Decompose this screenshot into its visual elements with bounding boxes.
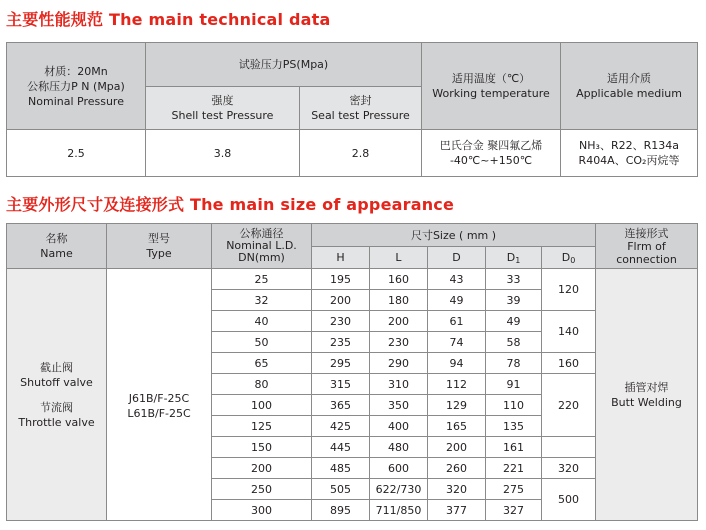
- d1-cell: 91: [486, 374, 542, 395]
- nominal-pressure-cn: 公称压力P N (Mpa): [27, 79, 125, 93]
- section-title-size-appearance: 主要外形尺寸及连接形式 The main size of appearance: [6, 195, 455, 214]
- d1-cell: 221: [486, 458, 542, 479]
- d-cell: 94: [428, 353, 486, 374]
- dn-cell: 65: [212, 353, 312, 374]
- valve-type-cell: [107, 269, 212, 521]
- d0-cell: 160: [542, 353, 596, 374]
- dn-cell: 125: [212, 416, 312, 437]
- name-header: [7, 224, 107, 269]
- medium-line2: R404A、CO₂丙烷等: [578, 154, 680, 167]
- conn-en1: Flrm of: [627, 239, 666, 253]
- d0-cell: 220: [542, 374, 596, 437]
- l-cell: 230: [370, 332, 428, 353]
- table-row: [7, 269, 698, 290]
- dn-cell: 250: [212, 479, 312, 500]
- d-cell: 43: [428, 269, 486, 290]
- d1-cell: 78: [486, 353, 542, 374]
- dn-cell: 50: [212, 332, 312, 353]
- dn-cell: 100: [212, 395, 312, 416]
- d1-cell: 327: [486, 500, 542, 521]
- shutoff-en: Shutoff valve: [20, 375, 93, 389]
- seal-en: Seal test Pressure: [311, 109, 410, 122]
- h-cell: 315: [312, 374, 370, 395]
- medium-en: Applicable medium: [576, 87, 682, 100]
- d1-cell: 275: [486, 479, 542, 500]
- shell-test-header: [146, 87, 300, 130]
- dn-cell: 25: [212, 269, 312, 290]
- conn-value-cn: 插管对焊: [624, 380, 669, 394]
- col-l: L: [370, 247, 428, 269]
- test-pressure-header: [146, 43, 422, 87]
- l-cell: 480: [370, 437, 428, 458]
- name-cn: 名称: [45, 232, 68, 245]
- shell-cn: 强度: [211, 94, 234, 107]
- d1-cell: 39: [486, 290, 542, 311]
- seal-value: 2.8: [300, 130, 422, 177]
- connection-cell: [596, 269, 698, 521]
- valve-name-cell: [7, 269, 107, 521]
- d-cell: 129: [428, 395, 486, 416]
- working-temperature-header: [422, 43, 561, 130]
- nominal-pressure-header: [7, 43, 146, 130]
- col-d0-letter: D: [561, 251, 571, 264]
- conn-value-en: Butt Welding: [611, 395, 682, 409]
- dn-en2: DN(mm): [238, 251, 285, 264]
- nominal-value: 2.5: [7, 130, 146, 177]
- temp-en: Working temperature: [432, 87, 550, 100]
- temp-cn: 适用温度（℃）: [451, 72, 531, 85]
- spacer: [7, 390, 106, 400]
- throttle-cn: 节流阀: [40, 400, 73, 414]
- d-cell: 377: [428, 500, 486, 521]
- h-cell: 200: [312, 290, 370, 311]
- d1-cell: 135: [486, 416, 542, 437]
- d1-cell: 49: [486, 311, 542, 332]
- l-cell: 622/730: [370, 479, 428, 500]
- throttle-en: Throttle valve: [18, 415, 95, 429]
- d1-cell: 33: [486, 269, 542, 290]
- d0-cell: 320: [542, 458, 596, 479]
- size-appearance-table: [6, 223, 698, 521]
- h-cell: 445: [312, 437, 370, 458]
- d-cell: 49: [428, 290, 486, 311]
- l-cell: 310: [370, 374, 428, 395]
- l-cell: 400: [370, 416, 428, 437]
- type-line1: J61B/F-25C: [128, 391, 190, 405]
- l-cell: 600: [370, 458, 428, 479]
- dn-header: [212, 224, 312, 269]
- temp-line1: 巴氏合金 聚四氟乙烯: [439, 139, 543, 152]
- test-pressure-label: 试验压力PS(Mpa): [238, 58, 329, 71]
- h-cell: 230: [312, 311, 370, 332]
- h-cell: 235: [312, 332, 370, 353]
- dn-cell: 32: [212, 290, 312, 311]
- dn-en1: Nominal L.D.: [226, 239, 297, 252]
- applicable-medium-header: [561, 43, 698, 130]
- conn-en2: connection: [616, 252, 677, 266]
- col-d1-sub: 1: [515, 256, 521, 265]
- l-cell: 290: [370, 353, 428, 374]
- h-cell: 195: [312, 269, 370, 290]
- h-cell: 485: [312, 458, 370, 479]
- d0-cell: 500: [542, 479, 596, 521]
- medium-value: [561, 130, 698, 177]
- d-cell: 74: [428, 332, 486, 353]
- medium-line1: NH₃、R22、R134a: [579, 139, 679, 152]
- d-cell: 112: [428, 374, 486, 395]
- col-d1: [486, 247, 542, 269]
- col-d0-sub: 0: [570, 256, 576, 265]
- dn-cell: 200: [212, 458, 312, 479]
- technical-data-table: [6, 42, 698, 177]
- d-cell: 61: [428, 311, 486, 332]
- type-cn: 型号: [148, 232, 170, 245]
- l-cell: 350: [370, 395, 428, 416]
- type-header: [107, 224, 212, 269]
- l-cell: 711/850: [370, 500, 428, 521]
- seal-test-header: [300, 87, 422, 130]
- section-title-technical-data: 主要性能规范 The main technical data: [6, 10, 331, 29]
- shell-en: Shell test Pressure: [171, 109, 274, 122]
- col-d1-letter: D: [506, 251, 516, 264]
- temp-value: [422, 130, 561, 177]
- shutoff-cn: 截止阀: [40, 360, 73, 374]
- h-cell: 895: [312, 500, 370, 521]
- col-d: D: [428, 247, 486, 269]
- col-h: H: [312, 247, 370, 269]
- d-cell: 260: [428, 458, 486, 479]
- h-cell: 295: [312, 353, 370, 374]
- conn-cn: 连接形式: [624, 226, 669, 240]
- h-cell: 505: [312, 479, 370, 500]
- nominal-pressure-en: Nominal Pressure: [28, 94, 124, 108]
- dn-cell: 150: [212, 437, 312, 458]
- d1-cell: 58: [486, 332, 542, 353]
- type-line2: L61B/F-25C: [127, 406, 191, 420]
- d-cell: 200: [428, 437, 486, 458]
- col-d0: [542, 247, 596, 269]
- material-label: 材质：20Mn: [44, 64, 108, 78]
- l-cell: 180: [370, 290, 428, 311]
- l-cell: 160: [370, 269, 428, 290]
- temp-line2: -40℃~+150℃: [449, 154, 533, 167]
- d0-cell: 120: [542, 269, 596, 311]
- dn-cn: 公称通径: [239, 227, 284, 240]
- size-header: 尺寸Size ( mm ): [312, 224, 596, 247]
- d-cell: 165: [428, 416, 486, 437]
- h-cell: 365: [312, 395, 370, 416]
- h-cell: 425: [312, 416, 370, 437]
- seal-cn: 密封: [349, 94, 372, 107]
- connection-header: [596, 224, 698, 269]
- type-en: Type: [146, 247, 172, 260]
- l-cell: 200: [370, 311, 428, 332]
- shell-value: 3.8: [146, 130, 300, 177]
- medium-cn: 适用介质: [607, 72, 652, 85]
- dn-cell: 80: [212, 374, 312, 395]
- dn-cell: 40: [212, 311, 312, 332]
- d1-cell: 161: [486, 437, 542, 458]
- d-cell: 320: [428, 479, 486, 500]
- name-en: Name: [40, 247, 73, 260]
- d1-cell: 110: [486, 395, 542, 416]
- d0-cell: 140: [542, 311, 596, 353]
- dn-cell: 300: [212, 500, 312, 521]
